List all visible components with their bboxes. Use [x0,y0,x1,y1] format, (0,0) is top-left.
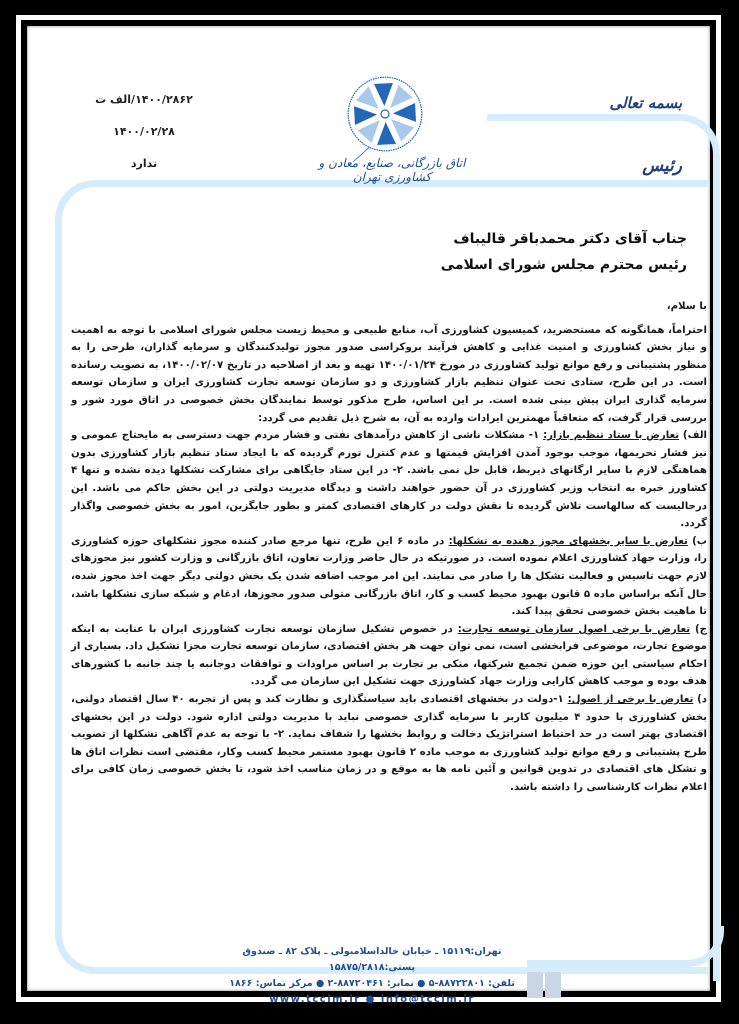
footer-address: تهران:۱۵۱۱۹ ـ خیابان خالداسلامبولی ـ پلاک ۸۲ ـ صندوق پستی:۱۵۸۷۵/۲۸۱۸ [242,946,502,973]
section-paragraph [71,533,707,621]
logo-blade [354,106,377,125]
bismillah-heading: بسمه تعالی [609,94,682,112]
logo-blade [393,103,416,122]
logo-blade [357,120,379,143]
greeting: با سلام، [666,301,707,312]
section-heading: تعارض با سایر بخشهای مجوز دهنده به تشکلها: [448,535,688,547]
recipient-title: رئیس محترم مجلس شورای اسلامی [440,257,687,273]
section-prefix: ج) [695,623,708,635]
logo-blade [356,86,379,108]
section-prefix: ب) [692,535,708,547]
intro-paragraph: احتراماً، همانگونه که مستحضرید، کمیسیون کشاورزی آب، منابع طبیعی و محیط زیست مجلس شورای اسلامی با توجه به اهمیت و نیاز بخش کشاورزی و امنیت غذایی و کاهش فرآیند بروکراسی صدور مجوز تولیدکنندگان و سرمایه گذاران، طرحی را به منظور پشتیبانی و رفع موانع تولید کشاورزی در مورخ ۱۴۰۰/۰۱/۲۴ تهیه و بعد از اصلاحیه در تاریخ ۱۴۰۰/۰۲/۰۷، به تصویب رسانده است. در این طرح، ستادی تحت عنوان تنظیم بازار کشاورزی و دو سازمان توسعه تجارت کشاورزی ایران و سازمان توسعه سرمایه گذاری ایران پیش بینی شده است. بر این اساس، طرح مذکور توسط نمایندگان بخش خصوصی در اتاق مورد شور و بررسی قرار گرفت، که متعاقباً مهمترین ایرادات وارده به آن، به شرح ذیل تقدیم می گردد: [71,324,708,424]
section-paragraph [71,691,707,797]
logo-blade [377,122,396,145]
letter-attachment: ندارد [130,157,158,170]
letter-page [27,26,710,1005]
letter-date: ۱۴۰۰/۰۲/۲۸ [113,125,175,138]
logo-blade [390,85,412,108]
section-heading: تعارض با برخی اصول سازمان توسعه تجارت: [457,623,691,635]
section-heading: تعارض با ستاد تنظیم بازار: [543,430,680,442]
logo-blade [391,119,414,141]
letter-meta [79,84,209,180]
section-text: ۱- مشکلات ناشی از کاهش درآمدهای نفتی و فشار مردم جهت دسترسی به مایحتاج عمومی و نیز فشار تحریمها، موجب بوجود آمدن افزایش قیمتها و عدم کنترل تورم گردیده که با ایجاد ستاد تنظیم بازار کشاورزی بدون هماهنگی لازم با سایر ارگانهای ذیربط، قابل حل نمی باشد. ۲- در این ستاد جایگاهی برای مشارکت تشکلها دیده نشده و تنها ۴ کشاورز خبره به انتخاب وزیر کشاورزی در آن حضور خواهند داشت و دیدگاه مدیریت دولتی در این بخش حاکم می باشد. این درحالیست که سالهاست تلاش گردیده تا نقش دولت در کارهای اقتصادی کمتر و بطور جایگزین، امور به بخش خصوصی واگذار گردد. [71,430,707,530]
footer-logos-icon [527,972,561,998]
letter-body [71,298,707,797]
letter-footer [207,944,537,1008]
section-paragraph [71,621,707,691]
section-prefix: د) [697,694,708,706]
rank-label: رئیس [642,156,682,176]
section-heading: تعارض با برخی از اصول: [567,694,694,706]
recipient-block [327,226,687,278]
footer-web-link[interactable]: www.tccim.ir ● info@tccim.ir [269,994,475,1005]
section-text: ۱-دولت در بخشهای اقتصادی باید سیاستگذاری و نظارت کند و پس از تجربه ۴۰ سال اقتصاد دولتی، بخش کشاورزی با حدود ۴ میلیون کاربر با سرمایه گذاری خصوصی نباید با مدیریت دولتی اداره شود. دولت در این بخشهای اقتصادی بهتر است در حد احتیاط استراتژیک دخالت و روابط بخشها را شفاف نماید. ۲- با توجه به عدم آگاهی تشکلها از تصویب طرح پشتیبانی و رفع موانع تولید کشاورزی به موجب ماده ۲ قانون بهبود مستمر محیط کسب وکار، مقتضی است نظرات اتاق ها و تشکل های اقتصادی در تدوین قوانین و آئین نامه ها به موقع و در زمان مناسب اخذ شود، تا بخش خصوصی زمان کافی برای اعلام نظرات کارشناسی را داشته باشد. [71,694,707,794]
logo-blade [374,83,393,106]
footer-phones: تلفن: ۸۸۷۲۲۸۰۱-۵ ● نمابر: ۸۸۷۲۰۴۶۱-۲ ● مرکز تماس: ۱۸۶۶ [229,978,515,989]
letter-number: ۱۴۰۰/۲۸۶۲/الف ت [95,93,193,106]
section-prefix: الف) [682,430,708,442]
section-paragraph [71,427,707,533]
section-text: در ماده ۶ این طرح، تنها مرجع صادر کننده مجوز تشکلهای حوزه کشاورزی را، وزارت جهاد کشاورزی اعلام نموده است. در صورتیکه در حال حاضر وزارت تعاون، اتاق بازرگانی و وزارت کشور نیز مجوزهای لازم جهت تاسیس و فعالیت تشکل ها را صادر می نمایند. این امر موجب اضافه شدن یک بخش دولتی دیگر جهت اخذ مجوز شده، حال آنکه براساس ماده ۵ قانون بهبود محیط کسب و کار، اتاق بازرگانی متولی صدور مجوزها، ادغام و شبکه سازی تشکلها باشد، تا ماهیت بخش خصوصی تحقق پیدا کند. [71,535,707,618]
tccim-logo-icon [345,74,425,154]
section-text: در خصوص تشکیل سازمان توسعه تجارت کشاورزی ایران با عنایت به اینکه موضوع تجارت، موضوعی فرابخشی است، نمی توان جهت هر بخش اقتصادی، سازمان توسعه تجارت مجزا تشکیل داد. بسیاری از احکام سیاستی این حوزه ضمن تجمیع شرکتها، متکی بر تجارت بر اساس مراودات و توافقات دوجانبه یا چند جانبه با کشورهای هدف بوده و موجب کاهش کارایی وزارت جهاد کشاورزی جهت تشکیل این سازمان می گردد. [71,623,707,688]
recipient-name: جناب آقای دکتر محمدباقر قالیباف [453,231,687,247]
frame-decoration-bottom-right [527,926,724,967]
organization-name: اتاق بازرگانی، صنایع، معادن و کشاورزی تهران [318,156,466,184]
